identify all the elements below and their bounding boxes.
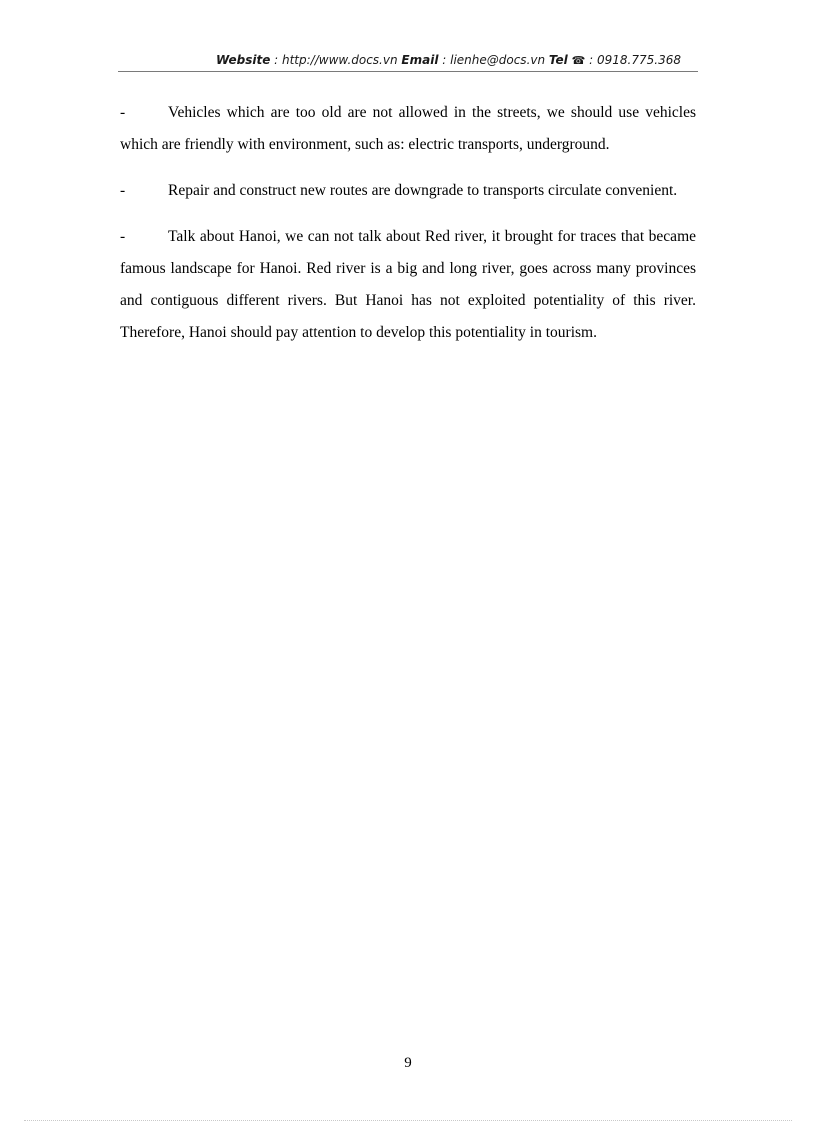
- bullet-dash: -: [120, 182, 126, 199]
- paragraph-red-river: [120, 221, 696, 349]
- page-bottom-border: [24, 1120, 792, 1121]
- phone-icon: ☎: [571, 54, 586, 67]
- paragraph-text: Talk about Hanoi, we can not talk about Red river, it brought for traces that became famous landscape for Hanoi. Red river is a big and long river, goes across many provinces and contiguous different rivers. But Hanoi has not exploited potentiality of this river. Therefore, Hanoi should pay attention to develop this potentiality in tourism.: [120, 228, 696, 341]
- website-link[interactable]: : http://www.docs.vn: [270, 53, 402, 67]
- paragraph-routes: [120, 175, 696, 207]
- page-number: 9: [404, 1055, 412, 1071]
- paragraph-text: Vehicles which are too old are not allowed in the streets, we should use vehicles which are friendly with environment, such as: electric transports, underground.: [120, 104, 696, 153]
- tel-value: : 0918.775.368: [585, 53, 681, 67]
- body-content: [120, 97, 696, 363]
- bullet-dash: -: [120, 104, 126, 121]
- paragraph-vehicles: [120, 97, 696, 161]
- paragraph-text: Repair and construct new routes are downgrade to transports circulate convenient.: [168, 182, 678, 199]
- page-header: [118, 50, 698, 72]
- tel-label: Tel: [548, 53, 568, 67]
- email-link[interactable]: : lienhe@docs.vn: [438, 53, 549, 67]
- bullet-dash: -: [120, 228, 126, 245]
- email-label: Email: [401, 53, 439, 67]
- website-label: Website: [216, 53, 271, 67]
